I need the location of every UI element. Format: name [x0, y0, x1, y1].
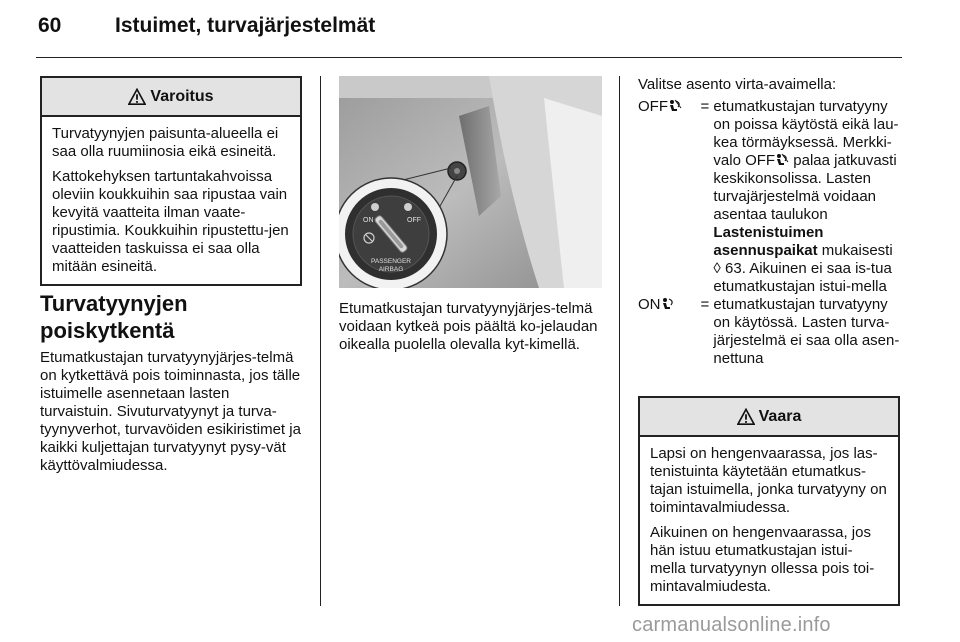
warning-paragraph-1: Turvatyynyjen paisunta-alueella ei saa olla ruumiinosia eikä esineitä. [52, 125, 279, 160]
switch-label-airbag: AIRBAG [378, 266, 404, 273]
warning-box [40, 76, 302, 286]
header-rule [36, 57, 902, 58]
switch-label-on: ON [363, 217, 374, 224]
warning-paragraph-2: Kattokehyksen tartuntakahvoissa oleviin koukkuihin saa ripustaa vain kevyitä vaatteita ilman vaate-ripustimia. Koukkuihin ripustettu-jen vaatteiden taskuissa ei saa olla mitään esineitä. [52, 168, 289, 275]
column-divider-2 [619, 76, 620, 606]
off-desc-part-2: palaa jatkuvasti keskikonsolissa. Lasten turvajärjestelmä voidaan asentaa taulukon [713, 152, 897, 223]
column-divider-1 [320, 76, 321, 606]
danger-triangle-icon [737, 408, 755, 426]
column-3 [638, 76, 900, 368]
section-title-line-1: Turvatyynyjen [40, 291, 188, 316]
section-title [40, 290, 302, 344]
off-definition [638, 98, 900, 296]
on-eq: = [700, 296, 710, 313]
off-desc-part-3: mukaisesti [817, 242, 893, 259]
switch-label-off: OFF [407, 217, 421, 224]
danger-paragraph-2: Aikuinen on hengenvaarassa, jos hän istuu etumatkustajan istui-mella turvatyynyn ollessa pois toi-mintavalmiudesta. [650, 524, 875, 595]
danger-box-label: Vaara [758, 407, 802, 425]
intro-text: Valitse asento virta-avaimella: [638, 76, 837, 93]
airbag-on-icon [661, 297, 675, 311]
watermark: carmanualsonline.info [632, 614, 831, 636]
danger-box-body [640, 437, 898, 604]
page-title: Istuimet, turvajärjestelmät [115, 14, 376, 37]
warning-box-label: Varoitus [150, 87, 214, 105]
airbag-off-icon [668, 99, 682, 113]
on-description: etumatkustajan turvatyyny on käytössä. Lasten turva-järjestelmä ei saa olla asen-nettuna [713, 296, 900, 367]
figure-caption: Etumatkustajan turvatyynyjärjes-telmä voidaan kytkeä pois päältä ko-jelaudan oikealla puolella olevalla kyt-kimellä. [339, 300, 598, 353]
airbag-switch-illustration [339, 76, 602, 288]
off-desc-part-4: 63. Aikuinen ei saa is-tua etumatkustajan istui-mella [713, 260, 892, 295]
section-title-line-2: poiskytkentä [40, 318, 175, 343]
warning-box-body [42, 117, 300, 284]
airbag-off-icon-inline [775, 153, 789, 167]
switch-label-passenger: PASSENGER [371, 258, 411, 265]
danger-box-header [640, 398, 898, 437]
off-key [638, 98, 701, 296]
danger-paragraph-1: Lapsi on hengenvaarassa, jos las-tenistuinta käytetään etumatkus-tajan istuimella, jonka turvatyyny on toimintavalmiudessa. [650, 445, 887, 516]
warning-box-header [42, 78, 300, 117]
airbag-switch-figure [339, 76, 602, 288]
on-key-label: ON [638, 296, 661, 313]
on-key [638, 296, 701, 368]
off-key-label: OFF [638, 98, 668, 115]
section-body: Etumatkustajan turvatyynyjärjes-telmä on kytkettävä pois toiminnasta, jos tälle istuimelle asennetaan lasten turvaistuin. Sivuturvatyynyt ja turva-tyynyverhot, turvavöiden esikiristimet ja kaikki kuljettajan turvatyynyt pysy-vät käyttövalmiudessa. [40, 349, 301, 474]
page-reference-icon: ◊ [713, 260, 721, 277]
off-eq: = [700, 98, 710, 115]
off-description [713, 98, 900, 296]
danger-box [638, 396, 900, 606]
off-desc-part-1: etumatkustajan turvatyyny on poissa käytöstä eikä lau-kea törmäyksessä. Merkki-valo OFF [713, 98, 899, 169]
section-airbag-deactivation [40, 290, 302, 475]
warning-triangle-icon [128, 88, 146, 106]
on-definition [638, 296, 900, 368]
page-number: 60 [38, 14, 62, 37]
page-header [0, 0, 960, 50]
child-seat-positions-link[interactable]: Lastenistuimen asennuspaikat [713, 224, 824, 259]
